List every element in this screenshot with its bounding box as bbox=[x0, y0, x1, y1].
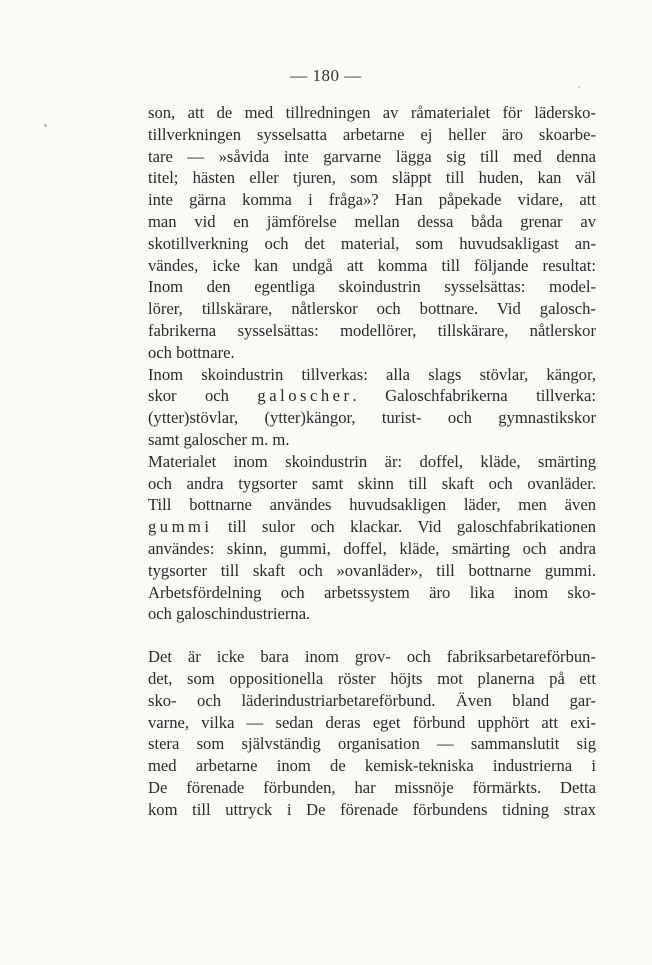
text-line: Inom den egentliga skoindustrin sysselsättas: model- bbox=[148, 277, 596, 297]
text-line: Till bottnarne användes huvudsakligen läder, men även bbox=[148, 495, 596, 515]
text-segment: . Galoschfabrikerna tillverka: bbox=[352, 386, 596, 406]
text-line: tillverkningen sysselsatta arbetarne ej heller äro skoarbe- bbox=[148, 124, 596, 144]
text-line: (ytter)stövlar, (ytter)kängor, turist- och gymnastikskor bbox=[148, 408, 596, 428]
text-line: Det är icke bara inom grov- och fabriksarbetareförbun- bbox=[148, 647, 596, 667]
body-text bbox=[148, 102, 596, 821]
text-line: Materialet inom skoindustrin är: doffel, kläde, smärting bbox=[148, 451, 596, 471]
text-line: son, att de med tillredningen av råmaterialet för lädersko- bbox=[148, 103, 596, 122]
text-line bbox=[148, 516, 596, 538]
text-line: varne, vilka — sedan deras eget förbund upphört att exi- bbox=[148, 712, 596, 732]
text-line: tygsorter till skaft och »ovanläder», till bottnarne gummi. bbox=[148, 560, 596, 580]
text-line: fabrikerna sysselsättas: modellörer, tillskärare, nåtlerskor bbox=[148, 320, 596, 340]
text-line: stera som självständig organisation — sammanslutit sig bbox=[148, 734, 596, 754]
text-line: man vid en jämförelse mellan dessa båda grenar av bbox=[148, 211, 596, 231]
text-line: och bottnare. bbox=[148, 342, 235, 362]
paragraph bbox=[148, 646, 596, 820]
text-line: samt galoscher m. m. bbox=[148, 429, 290, 449]
text-line: Arbetsfördelning och arbetssystem äro lika inom sko- bbox=[148, 582, 596, 602]
paper-speck bbox=[578, 86, 580, 88]
paragraph bbox=[148, 364, 596, 451]
text-line: inte gärna komma i fråga»? Han påpekade vidare, att bbox=[148, 190, 596, 210]
text-line: kom till uttryck i De förenade förbundens tidning strax bbox=[148, 799, 596, 819]
text-line: med arbetarne inom de kemisk-tekniska industrierna i bbox=[148, 756, 596, 776]
text-line: tare — »såvida inte garvarne lägga sig till med denna bbox=[148, 146, 596, 166]
text-line: det, som oppositionella röster höjts mot planerna på ett bbox=[148, 668, 596, 688]
text-line: lörer, tillskärare, nåtlerskor och bottnare. Vid galosch- bbox=[148, 299, 596, 319]
text-line: vändes, icke kan undgå att komma till följande resultat: bbox=[148, 255, 596, 275]
paragraph bbox=[148, 451, 596, 625]
text-line: och galoschindustrierna. bbox=[148, 604, 311, 624]
text-line: Inom skoindustrin tillverkas: alla slags stövlar, kängor, bbox=[148, 364, 596, 384]
emphasized-word: galoscher bbox=[257, 386, 353, 406]
text-segment: till sulor och klackar. Vid galoschfabrikationen bbox=[212, 517, 596, 537]
text-line: titel; hästen eller tjuren, som släppt till huden, kan väl bbox=[148, 168, 596, 188]
text-line: sko- och läderindustriarbetareförbund. Även bland gar- bbox=[148, 690, 596, 710]
emphasized-word: gummi bbox=[148, 517, 213, 537]
paragraph bbox=[148, 102, 596, 364]
paper-speck bbox=[44, 124, 47, 127]
text-line: användes: skinn, gummi, doffel, kläde, smärting och andra bbox=[148, 538, 596, 558]
text-segment: skor och bbox=[148, 386, 258, 406]
text-line: och andra tygsorter samt skinn till skaft och ovanläder. bbox=[148, 473, 596, 493]
text-line: skotillverkning och det material, som huvudsakligast an- bbox=[148, 233, 596, 253]
text-line bbox=[148, 385, 596, 407]
page-number: — 180 — bbox=[290, 66, 362, 85]
paragraph-gap bbox=[148, 625, 596, 646]
text-line: De förenade förbunden, har missnöje förmärkts. Detta bbox=[148, 777, 596, 797]
